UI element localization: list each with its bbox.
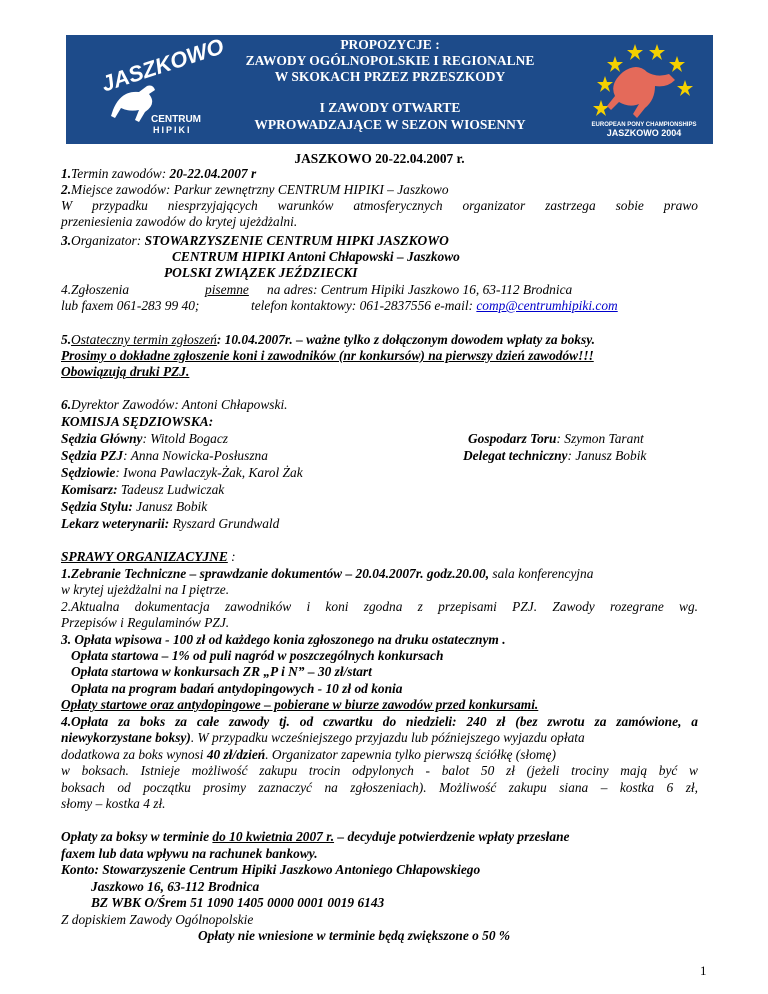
komisja-row: Komisarz: Tadeusz Ludwiczak bbox=[61, 482, 225, 497]
late-fee-note: Opłaty nie wniesione w terminie będą zwiększone o 50 % bbox=[198, 928, 511, 943]
fee-line: Opłata startowa w konkursach ZR „P i N” – 30 zł/start bbox=[71, 664, 372, 679]
section-1: 1.Termin zawodów: 20-22.04.2007 r bbox=[61, 166, 257, 181]
org-point-3: 3. Opłata wpisowa - 100 zł od każdego konia zgłoszonego na druku ostatecznym . bbox=[61, 632, 506, 647]
payment-note: Z dopiskiem Zawody Ogólnopolskie bbox=[61, 912, 254, 927]
org-point-2: 2.Aktualna dokumentacja zawodników i koni zgodna z przepisami PZJ. Zawody rozegrane wg. bbox=[61, 599, 698, 614]
fee-note: Opłaty startowe oraz antydopingowe – pobierane w biurze zawodów przed konkursami. bbox=[61, 697, 539, 712]
bank-address: Jaszkowo 16, 63-112 Brodnica bbox=[91, 879, 260, 894]
section-4: 4.Zgłoszenia bbox=[61, 282, 130, 297]
banner-title-1: PROPOZYCJE : bbox=[340, 37, 440, 52]
section-6: 6.Dyrektor Zawodów: Antoni Chłapowski. bbox=[61, 397, 288, 412]
organizer-3: POLSKI ZWIĄZEK JEŹDZIECKI bbox=[164, 265, 358, 280]
banner-title-4: I ZAWODY OTWARTE bbox=[319, 100, 461, 115]
svg-text:EUROPEAN PONY CHAMPIONSHIPS: EUROPEAN PONY CHAMPIONSHIPS bbox=[591, 122, 697, 128]
section-2: 2.Miejsce zawodów: Parkur zewnętrzny CENTRUM HIPIKI – Jaszkowo bbox=[61, 182, 449, 197]
svg-text:JASZKOWO 2004: JASZKOWO 2004 bbox=[606, 128, 682, 138]
section-5-line-3: Obowiązują druki PZJ. bbox=[61, 364, 190, 379]
org-point-2-cont: Przepisów i Regulaminów PZJ. bbox=[61, 615, 230, 630]
fee-line: Opłata na program badań antydopingowych - 10 zł od konia bbox=[71, 681, 403, 696]
section-4-contact: telefon kontaktowy: 061-2837556 e-mail: comp@centrumhipiki.com bbox=[251, 298, 618, 313]
svg-text:HIPIKI: HIPIKI bbox=[153, 125, 192, 135]
komisja-row: Sędzia PZJ: Anna Nowicka-Posłuszna bbox=[61, 448, 268, 463]
komisja-row: Sędziowie: Iwona Pawlaczyk-Żak, Karol Żak bbox=[61, 465, 303, 480]
komisja-row: Sędzia Główny: Witold Bogacz bbox=[61, 431, 229, 446]
org-point-4-cont: słomy – kostka 4 zł. bbox=[61, 796, 166, 811]
banner-title-3: W SKOKACH PRZEZ PRZESZKODY bbox=[274, 69, 506, 84]
section-4-fax: lub faxem 061-283 99 40; bbox=[61, 298, 200, 313]
org-point-4-cont: w boksach. Istnieje możliwość zakupu trocin odpylonych - balot 50 zł (jeżeli trociny mają być w bbox=[61, 763, 698, 778]
komisja-row: Sędzia Stylu: Janusz Bobik bbox=[61, 499, 208, 514]
section-3: 3.Organizator: STOWARZYSZENIE CENTRUM HIPKI JASZKOWO bbox=[61, 233, 449, 248]
section-2-note-1: W przypadku niesprzyjających warunków atmosferycznych organizator zastrzega sobie prawo bbox=[61, 198, 698, 213]
section-2-note-2: przeniesienia zawodów do krytej ujeżdżalni. bbox=[61, 214, 298, 229]
org-heading: SPRAWY ORGANIZACYJNE : bbox=[61, 549, 236, 564]
komisja-row: Lekarz weterynarii: Ryszard Grundwald bbox=[61, 516, 280, 531]
section-5-line-2: Prosimy o dokładne zgłoszenie koni i zawodników (nr konkursów) na pierwszy dzień zawodów!!! bbox=[61, 348, 594, 363]
org-point-1-cont: w krytej ujeżdżalni na I piętrze. bbox=[61, 582, 230, 597]
komisja-right-row: Gospodarz Toru: Szymon Tarant bbox=[468, 431, 644, 446]
org-point-4-cont: niewykorzystane boksy). W przypadku wcześniejszego przyjazdu lub późniejszego wyjazdu opłata bbox=[61, 730, 585, 745]
svg-text:CENTRUM: CENTRUM bbox=[151, 114, 201, 125]
payment-line-1: Opłaty za boksy w terminie do 10 kwietnia 2007 r. – decyduje potwierdzenie wpłaty przesłane bbox=[61, 829, 570, 844]
european-pony-championships-logo bbox=[585, 36, 703, 140]
place-date: JASZKOWO 20-22.04.2007 r. bbox=[294, 151, 465, 166]
section-5: 5.Ostateczny termin zgłoszeń: 10.04.2007r. – ważne tylko z dołączonym dowodem wpłaty za boksy. bbox=[61, 332, 596, 347]
org-point-4-cont: boksach od początku prosimy zaznaczyć na zgłoszeniach). Możliwość zakupu siana – kostka 6 zł, bbox=[61, 780, 698, 795]
payment-line-2: faxem lub data wpływu na rachunek bankowy. bbox=[61, 846, 318, 861]
fee-line: Opłata startowa – 1% od puli nagród w poszczególnych konkursach bbox=[71, 648, 444, 663]
page-number: 1 bbox=[700, 963, 707, 978]
org-point-4: 4.Opłata za boks za całe zawody tj. od czwartku do niedzieli: 240 zł (bez zwrotu za zamówione, a bbox=[61, 714, 698, 729]
banner-title-5: WPROWADZAJĄCE W SEZON WIOSENNY bbox=[254, 117, 526, 132]
org-point-1: 1.Zebranie Techniczne – sprawdzanie dokumentów – 20.04.2007r. godz.20.00, sala konferencyjna bbox=[61, 566, 594, 581]
section-4-address: na adres: Centrum Hipiki Jaszkowo 16, 63-112 Brodnica bbox=[267, 282, 573, 297]
logo-word: JASZKOWO bbox=[98, 33, 227, 97]
bank-account: Konto: Stowarzyszenie Centrum Hipiki Jaszkowo Antoniego Chłapowskiego bbox=[61, 862, 481, 877]
section-4-pisemne: pisemne bbox=[205, 282, 249, 297]
banner-title-2: ZAWODY OGÓLNOPOLSKIE I REGIONALNE bbox=[245, 53, 535, 68]
organizer-2: CENTRUM HIPIKI Antoni Chłapowski – Jaszkowo bbox=[172, 249, 460, 264]
komisja-heading: KOMISJA SĘDZIOWSKA: bbox=[61, 414, 214, 429]
email-link[interactable]: comp@centrumhipiki.com bbox=[476, 298, 618, 313]
komisja-right-row: Delegat techniczny: Janusz Bobik bbox=[463, 448, 647, 463]
org-point-4-cont: dodatkowa za boks wynosi 40 zł/dzień. Organizator zapewnia tylko pierwszą ściółkę (słomę) bbox=[61, 747, 556, 762]
bank-number: BZ WBK O/Śrem 51 1090 1405 0000 0001 0019 6143 bbox=[91, 895, 385, 910]
centrum-hipiki-logo bbox=[95, 33, 227, 138]
